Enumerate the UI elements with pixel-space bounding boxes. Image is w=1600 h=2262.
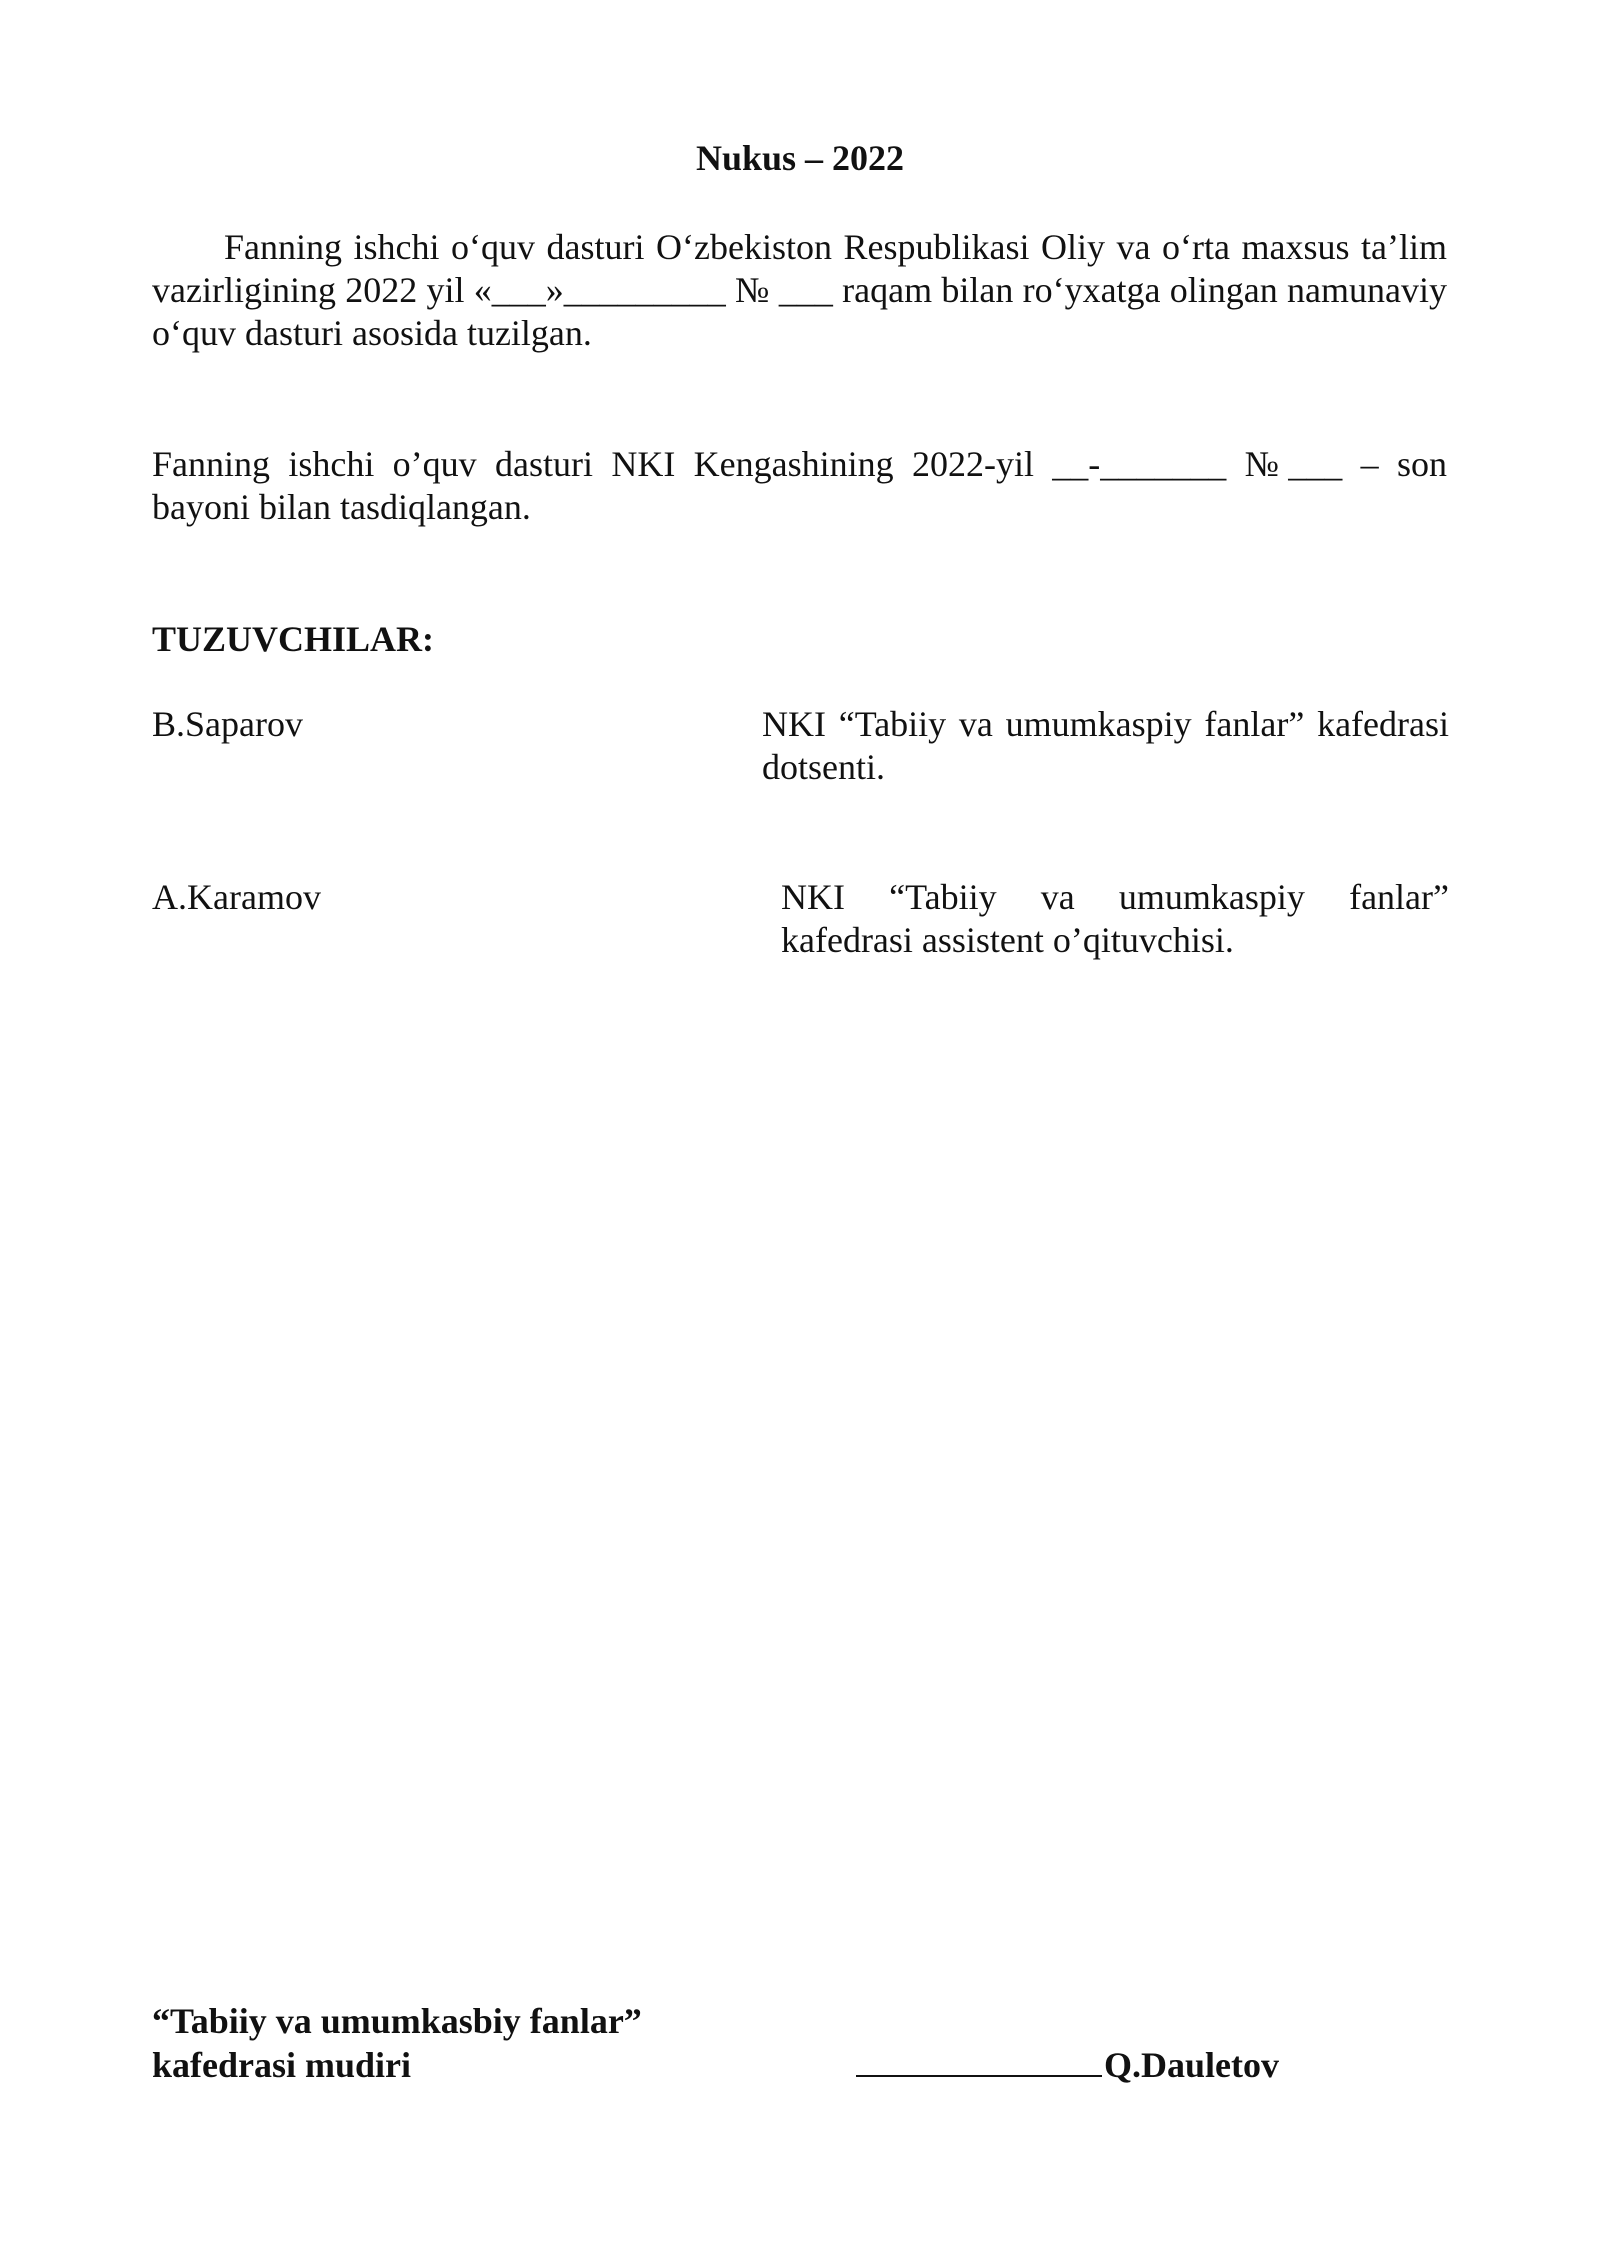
author-role: NKI “Tabiiy va umumkaspiy fanlar” kafedrasi assistent o’qituvchisi. — [781, 877, 1449, 960]
signatory-name: Q.Dauletov — [1104, 2045, 1279, 2085]
department-head-title: kafedrasi mudiri — [152, 2045, 412, 2085]
signature-line — [856, 2074, 1102, 2077]
author-name: B.Saparov — [152, 704, 303, 744]
author-name: A.Karamov — [152, 877, 321, 917]
authors-heading: TUZUVCHILAR: — [152, 619, 435, 659]
signature-block — [856, 2043, 1279, 2087]
approval-paragraph: Fanning ishchi o’quv dasturi NKI Kengashining 2022-yil __-_______ №___ – son bayoni bilan tasdiqlangan. — [152, 444, 1447, 527]
author-role: NKI “Tabiiy va umumkaspiy fanlar” kafedrasi dotsenti. — [762, 704, 1449, 787]
page-title: Nukus – 2022 — [695, 138, 905, 178]
department-head-label — [152, 1999, 642, 2087]
department-name: “Tabiiy va umumkasbiy fanlar” — [152, 2001, 642, 2041]
registration-paragraph: Fanning ishchi o‘quv dasturi O‘zbekiston Respublikasi Oliy va o‘rta maxsus ta’lim vazirligining 2022 yil «___»_________ № ___ raqam bilan ro‘yxatga olingan namunaviy o‘quv dasturi asosida tuzilgan. — [152, 227, 1447, 353]
